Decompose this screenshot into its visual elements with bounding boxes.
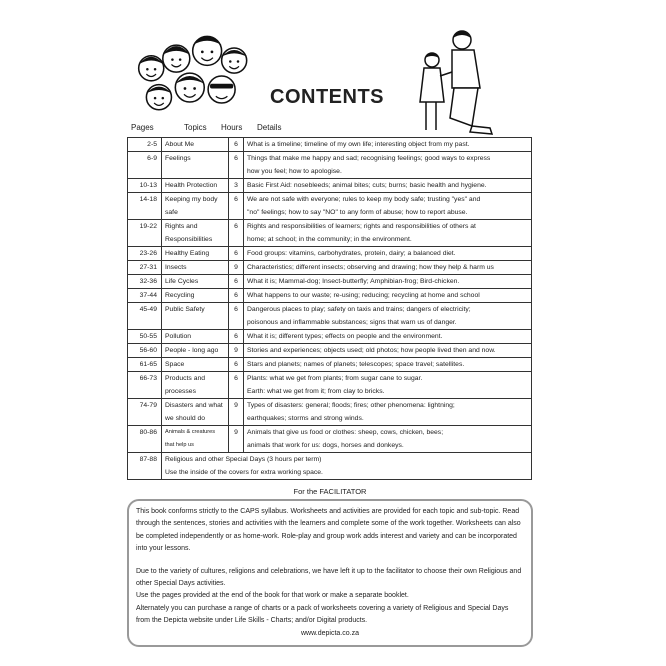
- topic-label: Recycling: [165, 292, 195, 299]
- pages-cell: 2-5: [128, 138, 162, 152]
- website-link[interactable]: www.depicta.co.za: [301, 629, 359, 637]
- topic-cell: Keeping my body safe: [162, 193, 229, 220]
- details-line: Types of disasters: general; floods; fires; other phenomena: lightning;: [247, 402, 455, 409]
- topic-label: Health Protection: [165, 182, 218, 189]
- pages-cell: 19-22: [128, 220, 162, 247]
- details-line: What is a timeline; timeline of my own life; interesting object from my past.: [247, 141, 470, 148]
- hours-cell: 6: [229, 152, 244, 179]
- pages-cell: 10-13: [128, 179, 162, 193]
- details-cell: [244, 330, 532, 344]
- facilitator-paragraph: Use the pages provided at the end of the book for that work or make a separate booklet.: [136, 592, 409, 600]
- contents-table: [127, 137, 532, 480]
- details-cell: [244, 372, 532, 399]
- details-cell: [244, 426, 532, 453]
- table-row: [128, 138, 532, 152]
- details-line: Religious and other Special Days (3 hours per term): [165, 456, 322, 463]
- details-line: Things that make me happy and sad; recognising feelings; good ways to express: [247, 155, 491, 162]
- topic-label: Life Cycles: [165, 278, 199, 285]
- pages-cell: 74-79: [128, 399, 162, 426]
- details-cell: [244, 358, 532, 372]
- details-cell: [244, 179, 532, 193]
- table-row: [128, 289, 532, 303]
- details-line: Basic First Aid: nosebleeds; animal bites; cuts; burns; basic health and hygiene.: [247, 182, 487, 189]
- details-cell: [244, 275, 532, 289]
- topic-cell: [162, 247, 229, 261]
- hours-cell: 6: [229, 193, 244, 220]
- details-cell: [244, 152, 532, 179]
- details-line: Animals that give us food or clothes: sheep, cows, chicken, bees;: [247, 429, 444, 436]
- topic-label: About Me: [165, 141, 195, 148]
- details-cell: [244, 289, 532, 303]
- table-row: [128, 426, 532, 453]
- details-cell: [244, 261, 532, 275]
- facilitator-paragraph: This book conforms strictly to the CAPS syllabus. Worksheets and activities are provided for each topic and sub-topic. Read through the sentences, stories and activities with the learners and complete some of the work together. Worksheets can also be completed independently or as home-work. Role-play and group work adds interest and variety and can be incorporated into your lessons.: [136, 508, 521, 553]
- details-line: poisonous and inflammable substances; signs that warn us of danger.: [247, 319, 457, 326]
- pages-cell: 80-86: [128, 426, 162, 453]
- table-row: [128, 330, 532, 344]
- pages-cell: 66-73: [128, 372, 162, 399]
- topic-cell: [162, 289, 229, 303]
- details-line: Use the inside of the covers for extra working space.: [165, 469, 323, 476]
- hours-cell: 6: [229, 330, 244, 344]
- column-header-hours: Hours: [221, 123, 243, 132]
- pages-cell: 27-31: [128, 261, 162, 275]
- pages-cell: 87-88: [128, 453, 162, 480]
- page-title: CONTENTS: [270, 86, 384, 108]
- details-line: Dangerous places to play; safety on taxis and trains; dangers of electricity;: [247, 306, 471, 313]
- topic-label: Healthy Eating: [165, 250, 210, 257]
- pages-cell: 56-60: [128, 344, 162, 358]
- details-line: earthquakes; storms and strong winds.: [247, 415, 364, 422]
- details-cell: [244, 247, 532, 261]
- details-cell: [244, 303, 532, 330]
- details-cell: [244, 193, 532, 220]
- pages-cell: 61-65: [128, 358, 162, 372]
- hours-cell: 6: [229, 303, 244, 330]
- facilitator-paragraph: Alternately you can purchase a range of charts or a pack of worksheets covering a variety of Religious and Special Days from the Depicta website under Life Skills - Charts; and/or Digital products.: [136, 604, 509, 625]
- topic-cell: [162, 138, 229, 152]
- facilitator-notes-box: [127, 499, 533, 647]
- details-line: Characteristics; different insects; observing and drawing; how they help & harm us: [247, 264, 494, 271]
- topic-cell: Rights and Responsibilities: [162, 220, 229, 247]
- topic-cell: Products and processes: [162, 372, 229, 399]
- details-line: Plants: what we get from plants; from sugar cane to sugar.: [247, 375, 423, 382]
- details-line: "no" feelings; how to say "NO" to any form of abuse; how to report abuse.: [247, 209, 468, 216]
- table-row: [128, 247, 532, 261]
- topic-label: Space: [165, 361, 185, 368]
- topic-cell: [162, 358, 229, 372]
- hours-cell: 6: [229, 372, 244, 399]
- topic-label: Pollution: [165, 333, 192, 340]
- details-line: how you feel; how to apologise.: [247, 168, 342, 175]
- topic-cell: [162, 179, 229, 193]
- table-row: [128, 453, 532, 480]
- details-line: animals that work for us: dogs, horses and donkeys.: [247, 442, 404, 449]
- table-row: [128, 193, 532, 220]
- contents-and-notes: [127, 137, 533, 647]
- table-row: [128, 220, 532, 247]
- topic-cell: [162, 330, 229, 344]
- pages-cell: 45-49: [128, 303, 162, 330]
- topic-cell: [162, 275, 229, 289]
- details-line: home; at school; in the community; in the environment.: [247, 236, 412, 243]
- hours-cell: 9: [229, 426, 244, 453]
- details-line: What it is; different types; effects on people and the environment.: [247, 333, 443, 340]
- table-row: [128, 152, 532, 179]
- column-header-details: Details: [257, 123, 282, 132]
- details-line: What it is; Mammal-dog; Insect-butterfly; Amphibian-frog; Bird-chicken.: [247, 278, 460, 285]
- pages-cell: 37-44: [128, 289, 162, 303]
- table-row: [128, 179, 532, 193]
- hours-cell: 9: [229, 344, 244, 358]
- topic-label: People - long ago: [165, 347, 219, 354]
- hours-cell: 9: [229, 399, 244, 426]
- details-cell: [244, 220, 532, 247]
- details-line: Earth: what we get from it; from clay to bricks.: [247, 388, 385, 395]
- adult-and-child-illustration: [412, 26, 502, 138]
- hours-cell: 6: [229, 220, 244, 247]
- pages-cell: 14-18: [128, 193, 162, 220]
- column-header-pages: Pages: [131, 123, 154, 132]
- pages-cell: 50-55: [128, 330, 162, 344]
- hours-cell: 6: [229, 247, 244, 261]
- topic-cell: Animals & creatures that help us: [162, 426, 229, 453]
- pages-cell: 23-26: [128, 247, 162, 261]
- table-row: [128, 275, 532, 289]
- details-line: Food groups: vitamins, carbohydrates, protein, dairy; a balanced diet.: [247, 250, 456, 257]
- table-row: [128, 372, 532, 399]
- facilitator-heading: For the FACILITATOR: [293, 487, 367, 496]
- hours-cell: 6: [229, 358, 244, 372]
- details-cell: [244, 138, 532, 152]
- hours-cell: 6: [229, 275, 244, 289]
- details-line: Stories and experiences; objects used; old photos; how people lived then and now.: [247, 347, 496, 354]
- pages-cell: 6-9: [128, 152, 162, 179]
- topic-cell: [162, 344, 229, 358]
- column-header-topics: Topics: [184, 123, 207, 132]
- details-line: What happens to our waste; re-using; reducing; recycling at home and school: [247, 292, 480, 299]
- table-row: [128, 358, 532, 372]
- hours-cell: 6: [229, 138, 244, 152]
- hours-cell: 9: [229, 261, 244, 275]
- table-row: [128, 261, 532, 275]
- topic-cell: Public Safety: [162, 303, 229, 330]
- pages-cell: 32-36: [128, 275, 162, 289]
- topic-cell: Feelings: [162, 152, 229, 179]
- details-line: Stars and planets; names of planets; telescopes; space travel; satellites.: [247, 361, 465, 368]
- details-line: Rights and responsibilities of learners; rights and responsibilities of others at: [247, 223, 476, 230]
- details-cell: [244, 399, 532, 426]
- topic-cell: [162, 261, 229, 275]
- topic-label: Insects: [165, 264, 187, 271]
- table-row: [128, 399, 532, 426]
- table-row: [128, 344, 532, 358]
- children-faces-illustration: [130, 28, 265, 123]
- details-cell: [244, 344, 532, 358]
- table-row: [128, 303, 532, 330]
- details-line: We are not safe with everyone; rules to keep my body safe; trusting "yes" and: [247, 196, 481, 203]
- topic-cell: Disasters and what we should do: [162, 399, 229, 426]
- facilitator-paragraph: Due to the variety of cultures, religions and celebrations, we have left it up to the facilitator to choose their own Religious and other Special Days activities.: [136, 567, 522, 588]
- hours-cell: 3: [229, 179, 244, 193]
- details-cell: [162, 453, 532, 480]
- hours-cell: 6: [229, 289, 244, 303]
